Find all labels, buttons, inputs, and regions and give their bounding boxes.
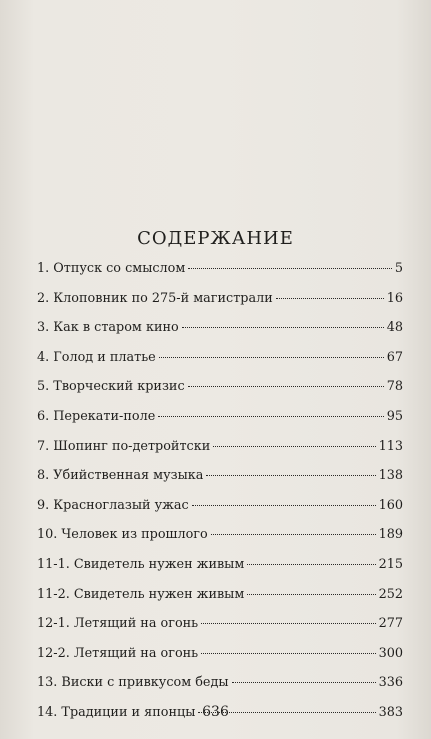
toc-entry-title: 6. Перекати-поле	[37, 408, 156, 424]
toc-entry-title: 2. Клоповник по 275-й магистрали	[37, 290, 273, 306]
toc-entry	[37, 498, 403, 528]
dot-leader	[247, 563, 375, 565]
dot-leader	[211, 533, 376, 535]
toc-entry-page: 5	[394, 261, 403, 276]
dot-leader	[247, 593, 375, 595]
toc-entry-page: 78	[386, 379, 403, 395]
bleed-through-text	[38, 38, 398, 218]
toc-entry	[37, 350, 403, 380]
toc-entry-page: 215	[378, 556, 403, 572]
dot-leader	[232, 681, 376, 683]
dot-leader	[192, 504, 376, 506]
dot-leader	[158, 415, 383, 417]
toc-entry	[37, 320, 403, 350]
toc-entry	[37, 468, 403, 498]
toc-entry-title: 12-2. Летящий на огонь	[37, 645, 199, 661]
page-number: 636	[202, 704, 229, 720]
toc-entry-title: 5. Творческий кризис	[37, 379, 185, 395]
toc-entry-title: 8. Убийственная музыка	[37, 468, 204, 484]
toc-entry	[37, 646, 403, 676]
table-of-contents	[37, 261, 403, 735]
toc-entry-page: 277	[378, 616, 403, 632]
toc-entry-page: 113	[378, 438, 403, 454]
toc-entry-page: 138	[378, 468, 403, 484]
dot-leader	[201, 622, 375, 624]
toc-entry	[37, 439, 403, 469]
dot-leader	[276, 297, 384, 299]
toc-entry-page: 336	[378, 675, 403, 691]
toc-entry	[37, 587, 403, 617]
dot-leader	[188, 267, 392, 269]
toc-entry-page: 189	[378, 527, 403, 543]
dot-leader	[206, 474, 375, 476]
toc-entry-title: 11-1. Свидетель нужен живым	[37, 556, 245, 572]
toc-entry-title: 10. Человек из прошлого	[37, 527, 208, 543]
toc-entry	[37, 616, 403, 646]
toc-entry-page: 160	[378, 497, 403, 513]
toc-entry-title: 1. Отпуск со смыслом	[37, 261, 186, 276]
toc-entry	[37, 675, 403, 705]
toc-entry-page: 252	[378, 586, 403, 602]
toc-entry-page: 95	[386, 408, 403, 424]
toc-entry-title: 4. Голод и платье	[37, 349, 156, 365]
page-title: СОДЕРЖАНИЕ	[137, 228, 294, 249]
toc-entry	[37, 409, 403, 439]
toc-entry-page: 16	[386, 290, 403, 306]
dot-leader	[182, 326, 384, 328]
toc-entry	[37, 557, 403, 587]
toc-entry	[37, 379, 403, 409]
dot-leader	[201, 652, 375, 654]
toc-entry	[37, 261, 403, 291]
toc-entry-title: 9. Красноглазый ужас	[37, 497, 189, 513]
toc-entry-title: 13. Виски с привкусом беды	[37, 675, 229, 691]
toc-entry-page: 383	[378, 704, 403, 720]
toc-entry-title: 7. Шопинг по-детройтски	[37, 438, 211, 454]
toc-entry-title: 14. Традиции и японцы	[37, 704, 196, 720]
toc-entry-title: 11-2. Свидетель нужен живым	[37, 586, 245, 602]
toc-entry-page: 300	[378, 645, 403, 661]
toc-entry	[37, 527, 403, 557]
toc-entry-title: 3. Как в старом кино	[37, 320, 179, 336]
toc-entry	[37, 291, 403, 321]
toc-entry-page: 67	[386, 349, 403, 365]
toc-entry-page: 48	[386, 320, 403, 336]
dot-leader	[213, 445, 375, 447]
toc-entry-title: 12-1. Летящий на огонь	[37, 616, 199, 632]
dot-leader	[159, 356, 384, 358]
dot-leader	[188, 385, 384, 387]
